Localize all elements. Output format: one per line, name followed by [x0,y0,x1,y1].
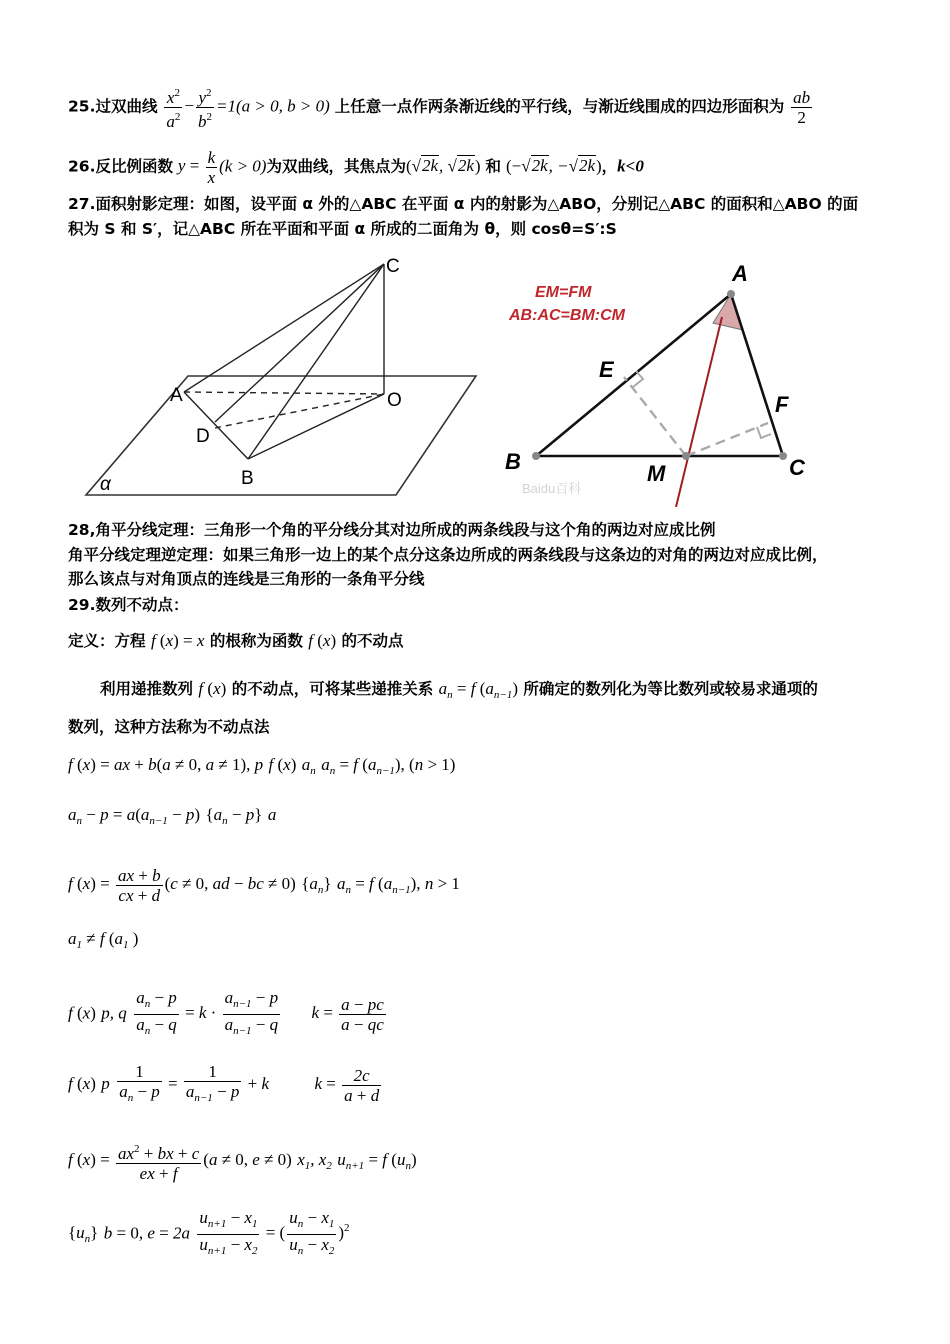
theorem-3-line1: f (x) = $\frac{ax^2 + bx + c}{ex + f}$ (a ≠ 0, e ≠ 0) $x_1$, $x_2$ $u_{n+1} = f$ $(u_n)$ [68,1140,417,1183]
item-25-text1: 过双曲线 [95,97,158,116]
item-27-text1: 如图，设平面 α 外的△ABC 在平面 α 内的射影为△ABO，分别记△ABC 的面积和△ABO 的面 [203,195,859,213]
label-A: A [170,385,183,406]
theorem-2-initial: $a_1 \ne f$ ($a_1$ ) [68,929,139,951]
label-B: B [241,468,254,489]
label-C: C [789,455,805,480]
projection-figure [78,252,478,502]
theorem-1-line1: f (x) = ax + b(a ≠ 0, a ≠ 1), p f (x) $a_n$ $a_n = f$ $(a_{n-1})$, (n > 1) [68,755,456,777]
item-26-tail: k<0 [617,156,644,176]
edge-AO [184,392,384,394]
hyperbola-equation: $\frac{x^2}{a^2}$ − $\frac{y^2}{b^2}$ [162,96,216,115]
label-B: B [505,449,521,474]
item-26-condition: (k > 0) [219,156,267,176]
item-29-paragraph-line1: 利用递推数列 f (x) 的不动点，可将某些递推关系 $a_n = f$ $(a_{n-1})$ 所确定的数列化为等比数列或较易求通项的 [100,679,818,701]
label-A: A [732,261,748,286]
item-28-text2: 如果三角形一边上的某个点分这条边所成的两条线段与这条边的对角的两边对应成比例， [223,546,828,564]
label-D: D [196,426,210,447]
label-C: C [386,256,400,277]
edge-AB [184,392,248,459]
item-25-text2: 上任意一点作两条渐近线的平行线，与渐近线围成的四边形面积为 [334,97,785,116]
edge-CA [184,264,384,392]
focus-1: (√2k, √2k) [405,156,481,176]
item-26 [68,148,644,187]
point-M [682,452,690,460]
theorem-2-case1: f (x) p, q $\frac{a_n - p}{a_n - q}$ = k · $\frac{a_{n-1} - p}{a_{n-1} - q}$ k = $\frac{a - pc}{a - qc}$ [68,988,384,1037]
perpendicular-MF [686,423,768,456]
item-29-definition: 定义：方程 f (x) = x 的根称为函数 f (x) 的不动点 [68,631,404,650]
theorem-2-line1: f (x) = $\frac{ax + b}{cx + d}$ (c ≠ 0, ad − bc ≠ 0) $\{a_n\} a_n = f$ $(a_{n-1})$, n > 1 [68,866,460,905]
point-C [779,452,787,460]
item-25-number: 25. [68,97,96,116]
item-25 [68,84,814,131]
item-28-line3: 那么该点与对角顶点的连线是三角形的一条角平分线 [68,570,425,588]
hyperbola-condition: =1(a > 0, b > 0) [216,96,330,116]
theorem-1-line2: $a_n - p = a(a_{n-1} - p) \{a_n - p\}$ a [68,805,277,827]
item-28-text: 三角形一个角的平分线分其对边所成的两条线段与这个角的两边对应成比例 [203,521,716,539]
point-A [727,290,735,298]
item-26-text1: 反比例函数 [95,157,173,176]
theorem-3-line2: $\{u_n\} b = 0$, e = 2a $\frac{u_{n+1} - x_1}{u_{n+1} - x_2}$ = ( $\frac{u_n - x_1}{u_n - x_2}$ )$^2$ [68,1208,350,1257]
right-angle-F [757,427,771,438]
note-ratio: AB:AC=BM:CM [509,307,625,324]
angle-marker [713,294,743,330]
item-26-text2: 为双曲线，其焦点为 [266,157,406,176]
label-E: E [599,357,614,382]
item-26-number: 26. [68,157,96,176]
area-formula: $\frac{ab}{2}$ [793,87,811,127]
label-O: O [387,390,402,411]
item-28-heading2: 角平分线定理逆定理： [68,546,224,564]
side-AC [731,294,783,456]
item-28-line2 [68,544,828,566]
edge-CB [248,264,384,459]
edge-CD [215,264,384,422]
item-27-line2: 积为 S 和 S′，记△ABC 所在平面和平面 α 所成的二面角为 θ，则 cosθ=S′:S [68,220,617,238]
point-B [532,452,540,460]
label-alpha: α [100,474,111,495]
note-em-fm: EM=FM [535,284,592,301]
edge-OB [248,394,384,459]
item-26-text3: 和 [485,157,502,176]
label-F: F [775,392,789,417]
item-27-heading: 27.面积射影定理： [68,195,204,213]
bisector-line [676,317,722,507]
perpendicular-ME [624,377,686,456]
label-M: M [647,461,666,486]
watermark: Baidu百科 [522,481,582,496]
plane-alpha [86,376,476,495]
item-26-text4: ， [601,157,618,176]
item-28-heading: 28,角平分线定理： [68,521,204,539]
item-28-line1 [68,519,715,541]
inverse-function: y = $\frac{k}{x}$ [177,148,216,187]
item-29-heading: 29.数列不动点： [68,596,189,614]
theorem-2-case2: f (x) p $\frac{1}{a_n - p}$ = $\frac{1}{a_{n-1} - p}$ + k k = $\frac{2c}{a + d}$ [68,1062,380,1105]
focus-2: (−√2k, −√2k) [505,156,602,176]
bisector-figure [500,257,830,507]
definition-label: 定义： [68,632,115,650]
item-29-paragraph-line2: 数列，这种方法称为不动点法 [68,718,270,736]
item-27-line1 [68,193,858,215]
